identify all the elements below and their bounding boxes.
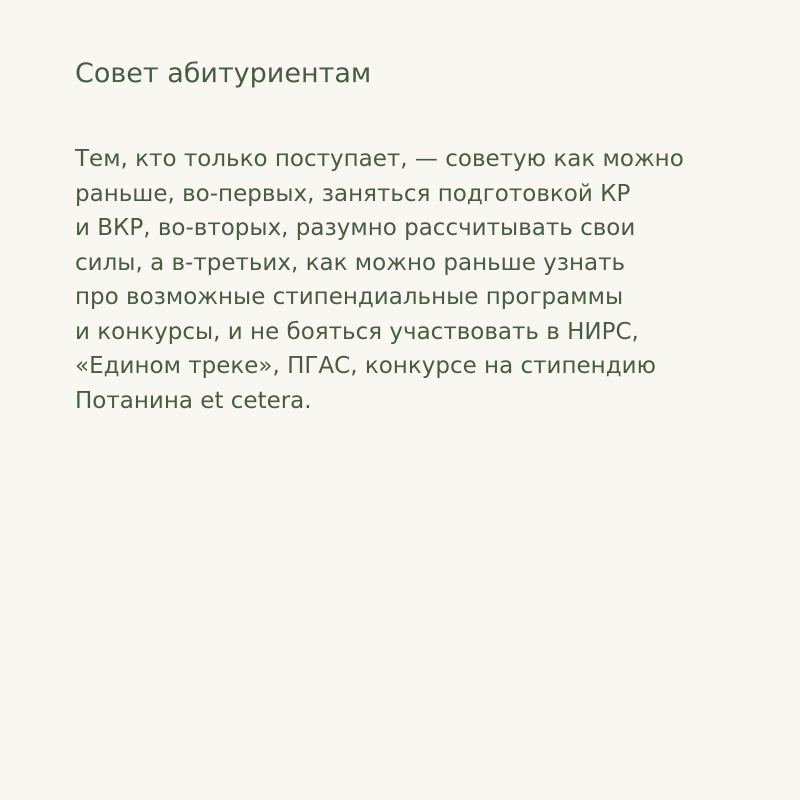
paragraph-line: Потанина et cetera. (75, 387, 312, 414)
paragraph-line: «Едином треке», ПГАС, конкурсе на стипендию (75, 353, 656, 379)
paragraph-line: Тем, кто только поступает, — советую как можно (75, 146, 684, 172)
paragraph-line: и конкурсы, и не бояться участвовать в НИРС, (75, 318, 639, 345)
paragraph-line: силы, а в-третьих, как можно раньше узнать (75, 249, 626, 276)
page-title: Совет абитуриентам (75, 58, 372, 89)
paragraph-line: и ВКР, во-вторых, разумно рассчитывать свои (75, 215, 636, 241)
paragraph-line: раньше, во-первых, заняться подготовкой КР (75, 180, 631, 207)
advice-paragraph (75, 142, 775, 418)
paragraph-line: про возможные стипендиальные программы (75, 284, 624, 310)
